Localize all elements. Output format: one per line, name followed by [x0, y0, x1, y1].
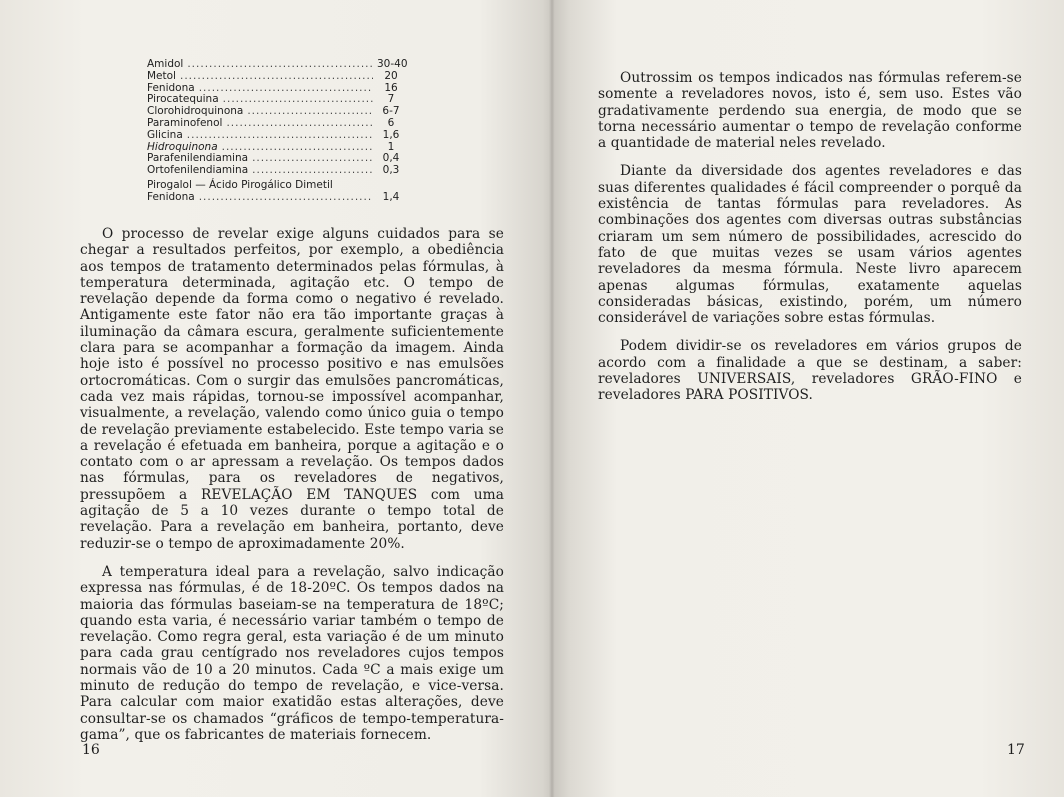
table-name: Fenidona — [147, 190, 195, 203]
page-number: 17 — [1007, 742, 1025, 758]
leader-dots — [223, 94, 373, 106]
table-name: Clorohidroquinona — [147, 105, 244, 118]
right-page — [556, 0, 1064, 797]
table-row — [147, 165, 405, 177]
table-name: Pirogalol — Ácido Pirogálico Dimetil — [147, 178, 333, 191]
table-row-multiline — [147, 180, 405, 204]
table-row — [147, 71, 405, 83]
leader-dots — [199, 192, 373, 204]
table-name: Fenidona — [147, 81, 195, 94]
leader-dots — [187, 130, 373, 142]
table-value: 20 — [384, 69, 398, 82]
table-name: Parafenilendiamina — [147, 152, 249, 165]
paragraph: Outrossim os tempos indicados nas fórmulas referem-se somente a reveladores novos, isto é, sem uso. Estes vão gradativamente perdendo sua energia, de modo que se torna necessário aumentar o tempo de revelação conforme a quantidade de material neles revelado. — [598, 70, 1022, 152]
leader-dots — [226, 118, 373, 130]
table-value: 1 — [387, 140, 395, 153]
table-value: 1,6 — [382, 128, 400, 141]
page-number: 16 — [82, 742, 100, 758]
table-name: Glicina — [147, 128, 183, 141]
paragraph: O processo de revelar exige alguns cuidados para se chegar a resultados perfeitos, por exemplo, a obediência aos tempos de tratamento determinados pelas fórmulas, à temperatura determinada, agitação etc. O tempo de revelação depende da forma como o negativo é revelado. Antigamente este fator não era tão importante graças à iluminação da câmara escura, geralmente suficientemente clara para se acompanhar a formação da imagem. Ainda hoje isto é possível no processo positivo e nas emulsões ortocromáticas. Com o surgir das emulsões pancromáticas, cada vez mais rápidas, tornou-se impossível acompanhar, visualmente, a revelação, valendo como único guia o tempo de revelação previamente estabelecido. Este tempo varia se a revelação é efetuada em banheira, porque a agitação e o contato com o ar apressam a revelação. Os tempos dados nas fórmulas, para os reveladores de negativos, pressupõem a REVELAÇÃO EM TANQUES com uma agitação de 5 a 10 vezes durante o tempo total de revelação. Para a revelação em banheira, portanto, deve reduzir-se o tempo de aproximadamente 20%. — [80, 226, 504, 552]
table-value: 0,4 — [382, 152, 400, 165]
table-row — [147, 58, 408, 71]
table-row — [147, 118, 405, 130]
table-row-multiline-second — [147, 192, 405, 204]
table-value: 6 — [387, 116, 395, 129]
table-name: Pirocatequina — [147, 93, 219, 106]
table-name: Amidol — [147, 58, 184, 70]
table-value: 16 — [384, 81, 398, 94]
developer-table — [147, 58, 408, 204]
table-name: Paraminofenol — [147, 116, 223, 129]
table-row — [147, 130, 405, 142]
leader-dots — [180, 71, 373, 83]
table-value: 0,3 — [382, 164, 400, 177]
leader-dots — [252, 153, 373, 165]
leader-dots — [252, 165, 373, 177]
book-gutter — [549, 0, 555, 797]
paragraph: A temperatura ideal para a revelação, salvo indicação expressa nas fórmulas, é de 18-20ºC. Os tempos dados na maioria das fórmulas baseiam-se na temperatura de 18ºC; quando esta varia, é necessário variar também o tempo de revelação. Como regra geral, esta variação é de um minuto para cada grau centígrado nos reveladores cujos tempos normais vão de 10 a 20 minutos. Cada ºC a mais exige um minuto de redução do tempo de revelação, e vice-versa. Para calcular com maior exatidão estas alterações, deve consultar-se os chamados “gráficos de tempo-temperatura-gama”, que os fabricantes de materiais fornecem. — [80, 563, 504, 743]
table-value: 6-7 — [382, 105, 400, 118]
table-value: 1,4 — [382, 190, 400, 203]
leader-dots — [187, 59, 373, 71]
paragraph: Podem dividir-se os reveladores em vários grupos de acordo com a finalidade a que se destinam, a saber: reveladores UNIVERSAIS, reveladores GRÃO-FINO e reveladores PARA POSITIVOS. — [598, 338, 1022, 404]
table-row-multiline-first — [147, 180, 405, 192]
paragraph: Diante da diversidade dos agentes reveladores e das suas diferentes qualidades é fácil compreender o porquê da existência de tantas fórmulas para reveladores. As combinações dos agentes com diversas outras substâncias criaram um sem número de possibilidades, acrescido do fato de que muitas vezes se usam vários agentes reveladores da mesma fórmula. Neste livro aparecem apenas algumas fórmulas, exatamente aquelas consideradas básicas, existindo, porém, um número considerável de variações sobre estas fórmulas. — [598, 163, 1022, 327]
left-body-text — [80, 226, 504, 755]
leader-dots — [199, 83, 373, 95]
table-name: Hidroquinona — [147, 140, 218, 153]
table-name: Metol — [147, 69, 176, 82]
table-value: 30-40 — [377, 58, 408, 70]
leader-dots — [247, 106, 373, 118]
table-value: 7 — [387, 93, 395, 106]
table-name: Ortofenilendiamina — [147, 164, 249, 177]
right-body-text — [598, 70, 1022, 416]
